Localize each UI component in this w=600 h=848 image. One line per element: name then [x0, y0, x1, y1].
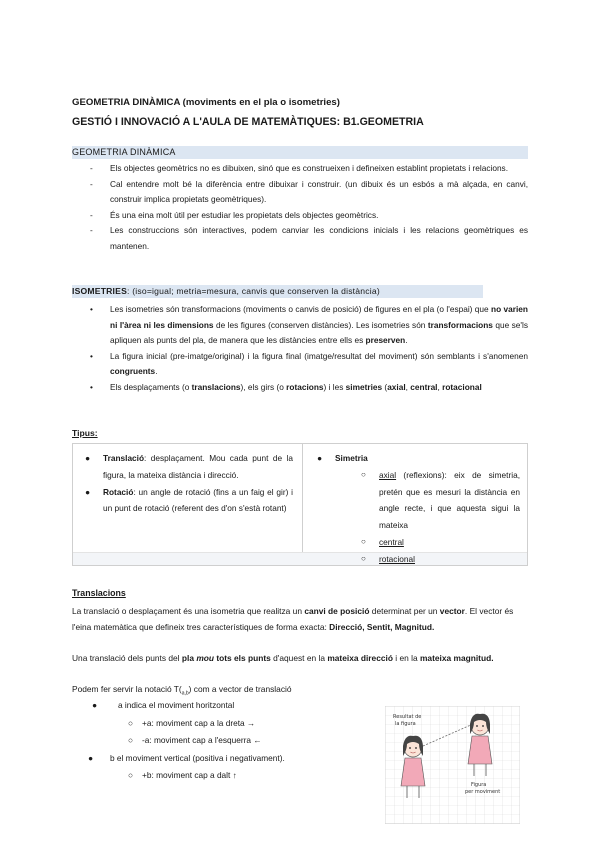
bullet-icon: •	[90, 304, 93, 314]
circle-bullet-icon: ○	[128, 735, 134, 746]
bullet-icon: ●	[92, 700, 98, 710]
bullet-icon: •	[90, 381, 93, 392]
circle-bullet-icon: ○	[128, 770, 134, 781]
list-item: • La figura inicial (pre-imatge/original) i la figura final (imatge/resultat del moviment) són semblants i s'anomenen congruents.	[90, 350, 528, 377]
bullet-icon: ●	[317, 453, 323, 463]
bullet-icon: •	[90, 350, 93, 361]
list-item: ○ +a: moviment cap a la dreta →	[72, 715, 372, 733]
translacions-paragraph-2: Una translació dels punts del pla mou tots els punts d'aquest en la mateixa direcció i en la mateixa magnitud.	[72, 653, 494, 663]
bullet-icon: ●	[85, 453, 91, 463]
figure-label-left-2: la figura	[395, 721, 416, 727]
dash-bullet: -	[90, 178, 93, 189]
translation-figure	[385, 706, 520, 824]
geometria-list	[90, 161, 528, 255]
list-item: • Els desplaçaments (o translacions), els girs (o rotacions) i les simetries (axial, central, rotacional	[110, 380, 528, 396]
list-item: ● a indica el moviment horitzontal	[72, 697, 372, 715]
dash-bullet: -	[90, 163, 93, 173]
figure-label-right-1: Figura	[471, 782, 487, 788]
table-item-translacio: ● Translació: desplaçament. Mou cada punt de la figura, la mateixa distància i direcció.	[83, 450, 293, 484]
bullet-icon: ●	[88, 752, 94, 763]
table-subitem-axial: ○ axial (reflexions): eix de simetria, pretén que es mesuri la distància en angle recte, i que aquesta sigui la mateixa	[315, 467, 520, 534]
circle-bullet-icon: ○	[128, 717, 134, 728]
table-cell-right	[315, 450, 520, 568]
isometries-list	[90, 302, 528, 396]
list-item: - Cal entendre molt bé la diferència entre dibuixar i construir. (un dibuix és un esbós a mà alçada, en canvi, construir implica propietats geomètriques).	[90, 178, 528, 205]
dash-bullet: -	[90, 209, 93, 220]
bullet-icon: ●	[85, 486, 91, 497]
table-cell-left	[83, 450, 293, 517]
list-item: ● b el moviment vertical (positiva i negativament).	[72, 750, 372, 768]
list-item: - És una eina molt útil per estudiar les propietats dels objectes geomètrics.	[110, 208, 528, 224]
figure-label-right-2: per moviment	[465, 789, 501, 795]
section-band-isometries	[72, 285, 483, 298]
list-item: - Les construccions són interactives, podem canviar les condicions inicials i les relacions geomètriques es mantenen.	[90, 225, 528, 251]
table-item-simetria: ● Simetria	[315, 450, 520, 467]
circle-bullet-icon: ○	[361, 536, 366, 546]
translacions-heading: Translacions	[72, 588, 126, 598]
table-subitem-rotacional: ○ rotacional	[315, 551, 520, 568]
figure-label-left-1: Resultat de	[393, 714, 422, 720]
list-item: - Els objectes geomètrics no es dibuixen, sinó que es construeixen i defineixen establint propietats i relacions.	[110, 161, 528, 177]
section-band-geometria	[72, 146, 528, 159]
list-item: • Les isometries són transformacions (moviments o canvis de posició) de figures en el pla (o l'espai) que no varien ni l'àrea ni les dimensions de les figures (conserven distàncies). Les isometries són transformacions que se'ls apliquen als punts del pla, de manera que les distàncies entre ells es preserven.	[90, 304, 528, 346]
dash-bullet: -	[90, 225, 93, 236]
table-item-rotacio: ● Rotació: un angle de rotació (fins a un faig el gir) i un punt de rotació (referent des d'on s'està rotant)	[83, 484, 293, 518]
translacions-paragraph-1: La translació o desplaçament és una isometria que realitza un canvi de posició determinat per un vector. El vector és l'eina matemàtica que defineix tres característiques de forma exacta: Direcció, Sentit, Magnitud.	[72, 606, 514, 632]
list-item: ○ -a: moviment cap a l'esquerra ←	[72, 732, 372, 750]
page-subtitle: GESTIÓ I INNOVACIÓ A L'AULA DE MATEMÀTIQUES: B1.GEOMETRIA	[72, 116, 424, 128]
section-heading-isometries: ISOMETRIES: (iso=igual; metria=mesura, canvis que conserven la distància)	[72, 286, 380, 296]
circle-bullet-icon: ○	[361, 553, 366, 563]
translacions-paragraph-3: Podem fer servir la notació $T(_{a,b})$ com a vector de translació	[72, 684, 292, 697]
page-title: GEOMETRIA DINÀMICA (moviments en el pla o isometries)	[72, 97, 340, 108]
list-item: ○ +b: moviment cap a dalt ↑	[72, 767, 372, 785]
section-heading-geometria: GEOMETRIA DINÀMICA	[72, 147, 176, 157]
tipus-label: Tipus:	[72, 428, 98, 438]
table-divider	[302, 444, 303, 565]
table-subitem-central: ○ central	[315, 534, 520, 551]
tipus-table	[72, 443, 528, 566]
translacions-list	[72, 697, 372, 785]
circle-bullet-icon: ○	[361, 469, 366, 479]
